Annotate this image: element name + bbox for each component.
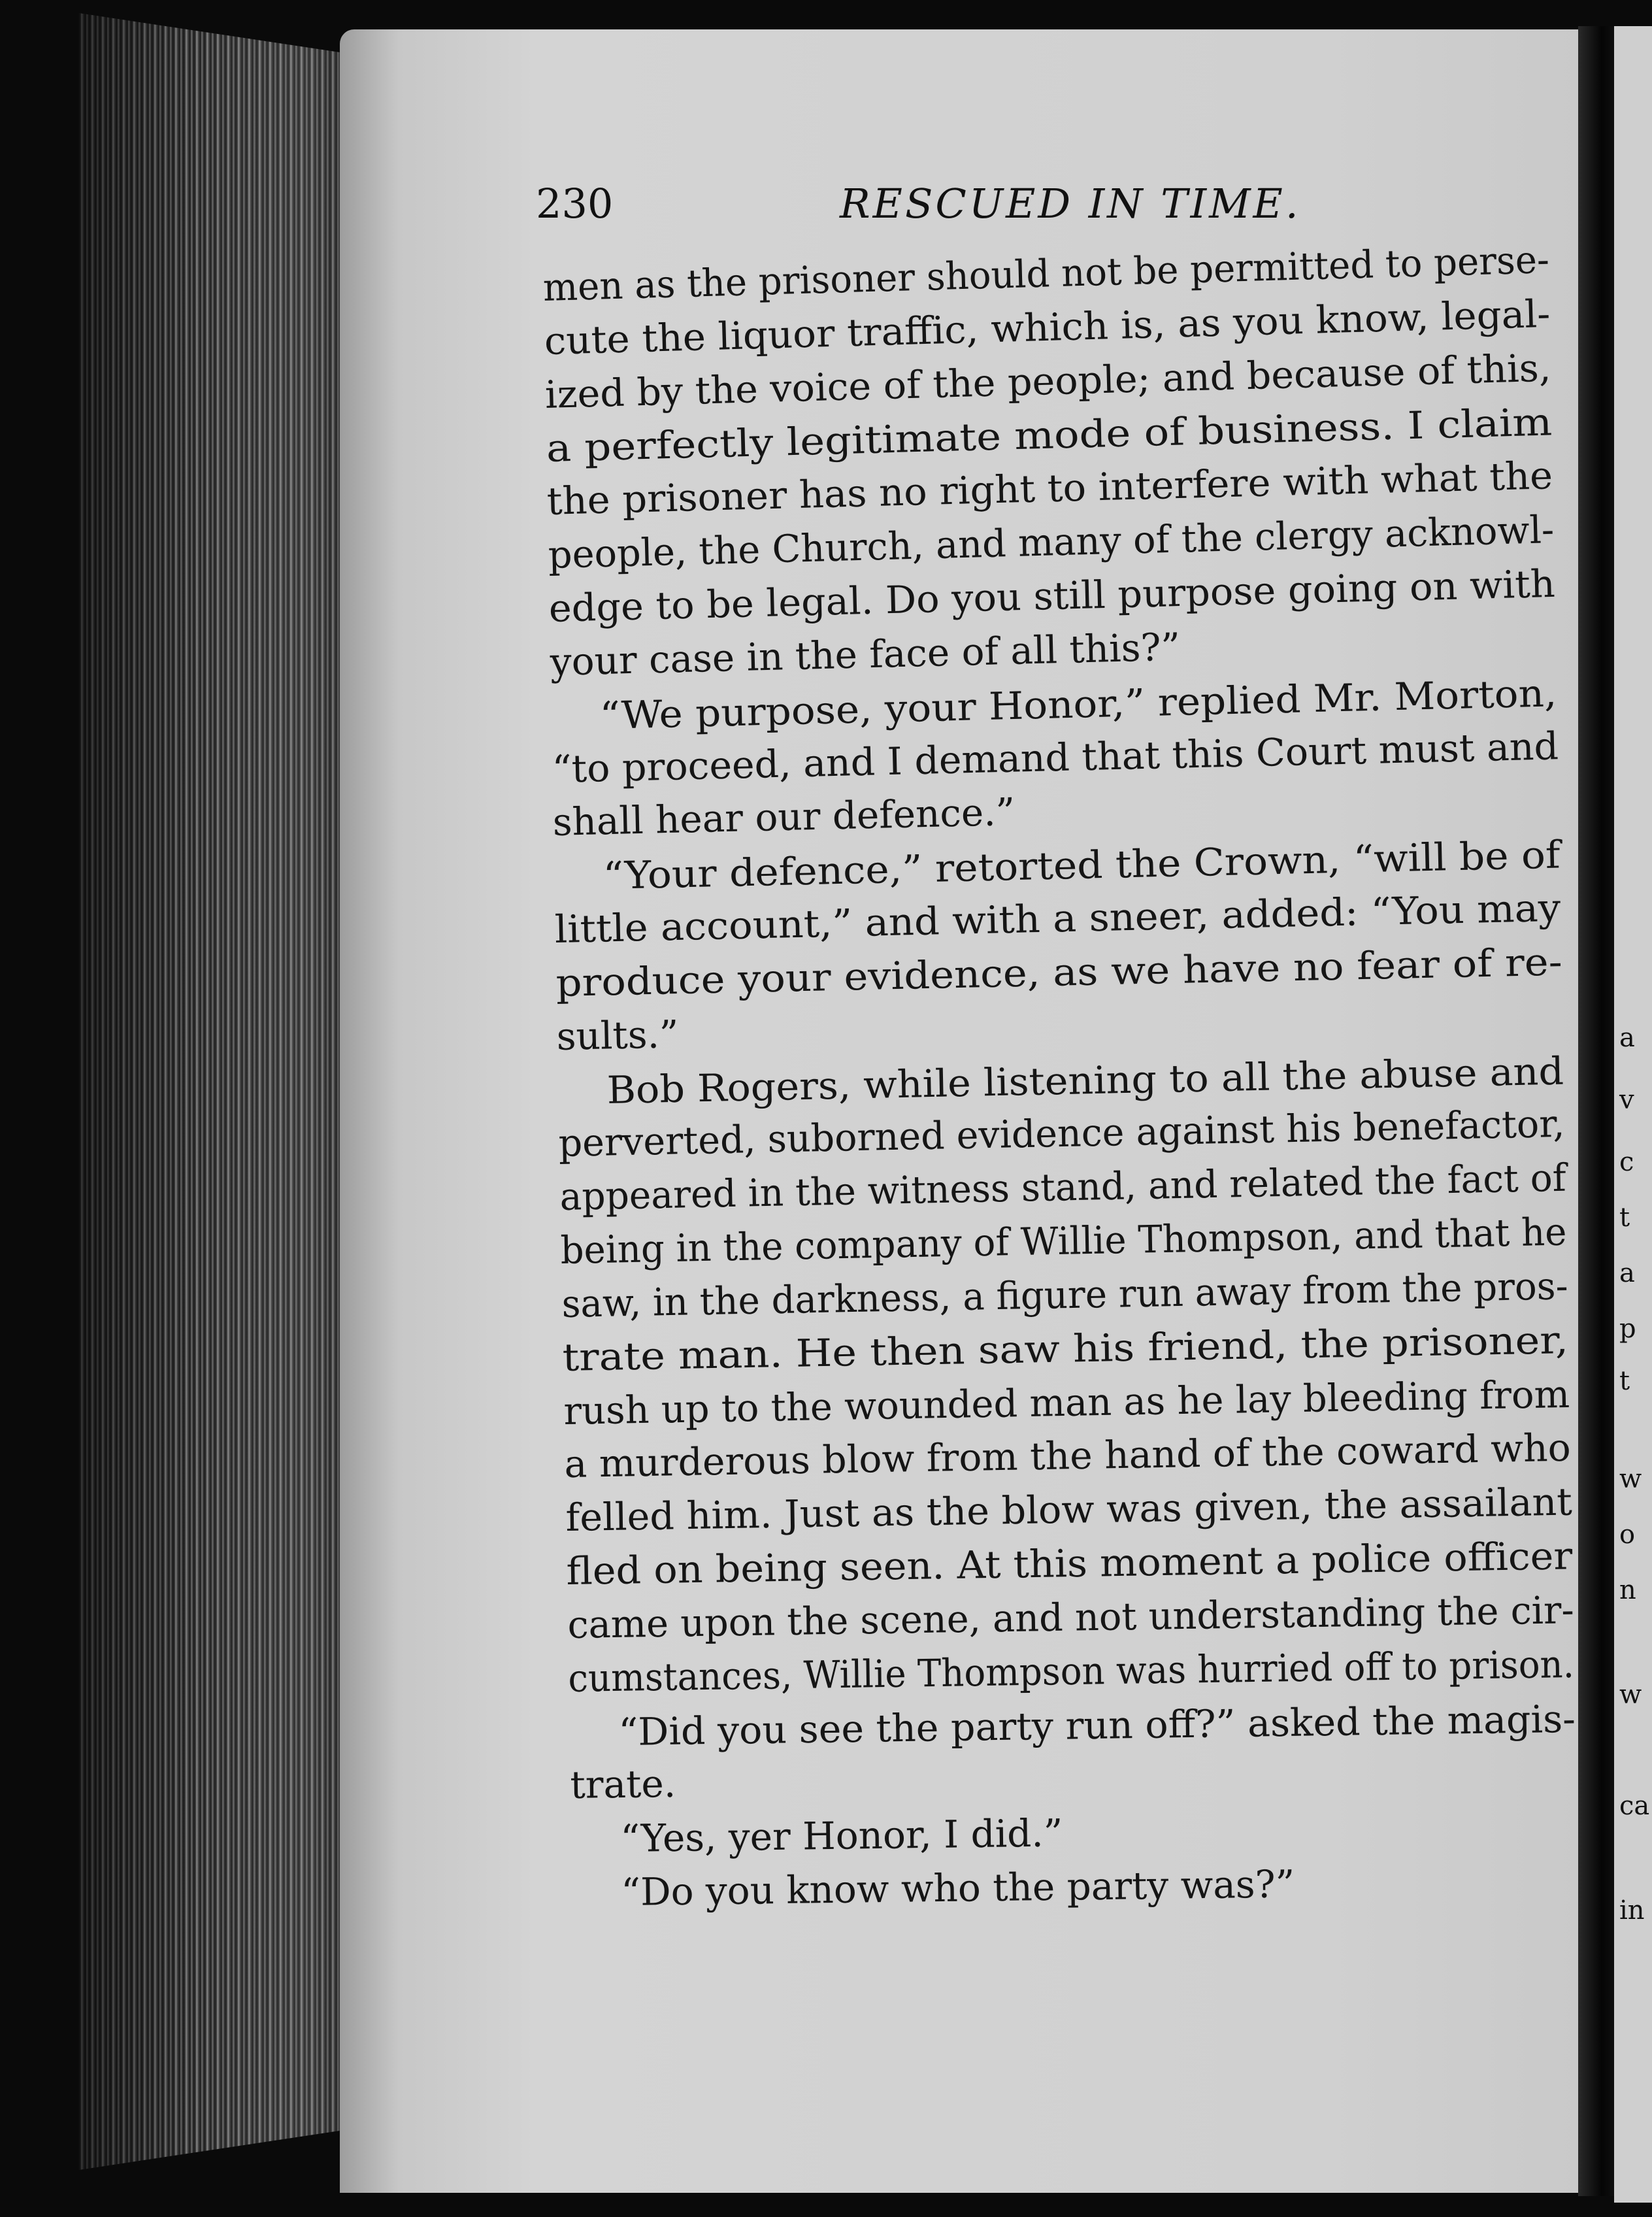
text-line: rush up to the wounded man as he lay bleeding from [563, 1371, 1570, 1433]
text-line: your case in the face of all this?” [549, 624, 1181, 684]
text-line: people, the Church, and many of the clergy acknowl- [547, 507, 1555, 578]
text-line: produce your evidence, as we have no fear of re- [555, 939, 1562, 1005]
next-page-fragment: o [1619, 1520, 1636, 1550]
next-page-fragment: in [1619, 1895, 1645, 1925]
next-page-fragment: ca [1619, 1791, 1650, 1821]
text-line: “Your defence,” retorted the Crown, “will be of [602, 832, 1561, 899]
text-line: cumstances, Willie Thompson was hurried off to prison. [568, 1641, 1575, 1701]
text-line: being in the company of Willie Thompson, and that he [560, 1209, 1567, 1273]
text-line: saw, in the darkness, a figure run away from the pros- [561, 1263, 1568, 1326]
text-line: trate. [570, 1761, 676, 1808]
next-page-fragment: a [1619, 1258, 1635, 1288]
text-line: “Do you know who the party was?” [621, 1861, 1295, 1914]
next-page-fragment: c [1619, 1147, 1634, 1177]
next-page-fragment: t [1619, 1366, 1630, 1396]
text-line: cute the liquor traffic, which is, as you know, legal- [543, 291, 1551, 363]
text-line: “Yes, yer Honor, I did.” [620, 1810, 1063, 1861]
text-line: Bob Rogers, while listening to all the abuse and [606, 1048, 1564, 1112]
text-line: fled on being seen. At this moment a police officer [566, 1533, 1573, 1593]
next-page-fragment: n [1619, 1575, 1636, 1605]
text-line: sults.” [556, 1011, 680, 1059]
text-line: “to proceed, and I demand that this Court must and [551, 723, 1559, 792]
page-number: 230 [536, 180, 614, 227]
text-line: ized by the voice of the people; and because of this, [544, 345, 1552, 417]
next-page-fragment: t [1619, 1203, 1630, 1233]
text-line: the prisoner has no right to interfere with what the [546, 453, 1553, 524]
text-line: shall hear our defence.” [552, 790, 1016, 845]
text-line: “Did you see the party run off?” asked the magis- [618, 1696, 1576, 1754]
text-line: a perfectly legitimate mode of business. I claim [545, 399, 1553, 471]
text-line: a murderous blow from the hand of the coward who [564, 1425, 1572, 1487]
text-line: “We purpose, your Honor,” replied Mr. Morton, [599, 670, 1558, 738]
next-page-fragment: w [1619, 1464, 1642, 1494]
next-page-fragment: a [1619, 1023, 1635, 1053]
text-line: came upon the scene, and not understanding the cir- [567, 1587, 1574, 1647]
text-line: appeared in the witness stand, and related the fact of [559, 1155, 1566, 1220]
next-page-fragment: w [1619, 1680, 1642, 1710]
text-line: men as the prisoner should not be permitted to perse- [542, 237, 1550, 310]
next-page-fragment: p [1619, 1314, 1636, 1344]
text-line: felled him. Just as the blow was given, the assailant [565, 1479, 1572, 1541]
text-line: little account,” and with a sneer, added: “You may [554, 885, 1561, 952]
text-line: perverted, suborned evidence against his benefactor, [558, 1101, 1565, 1166]
text-line: edge to be legal. Do you still purpose going on with [548, 561, 1556, 631]
text-line: trate man. He then saw his friend, the prisoner, [562, 1317, 1569, 1380]
next-page-fragment: v [1619, 1085, 1634, 1115]
running-head: RESCUED IN TIME. [840, 180, 1301, 227]
